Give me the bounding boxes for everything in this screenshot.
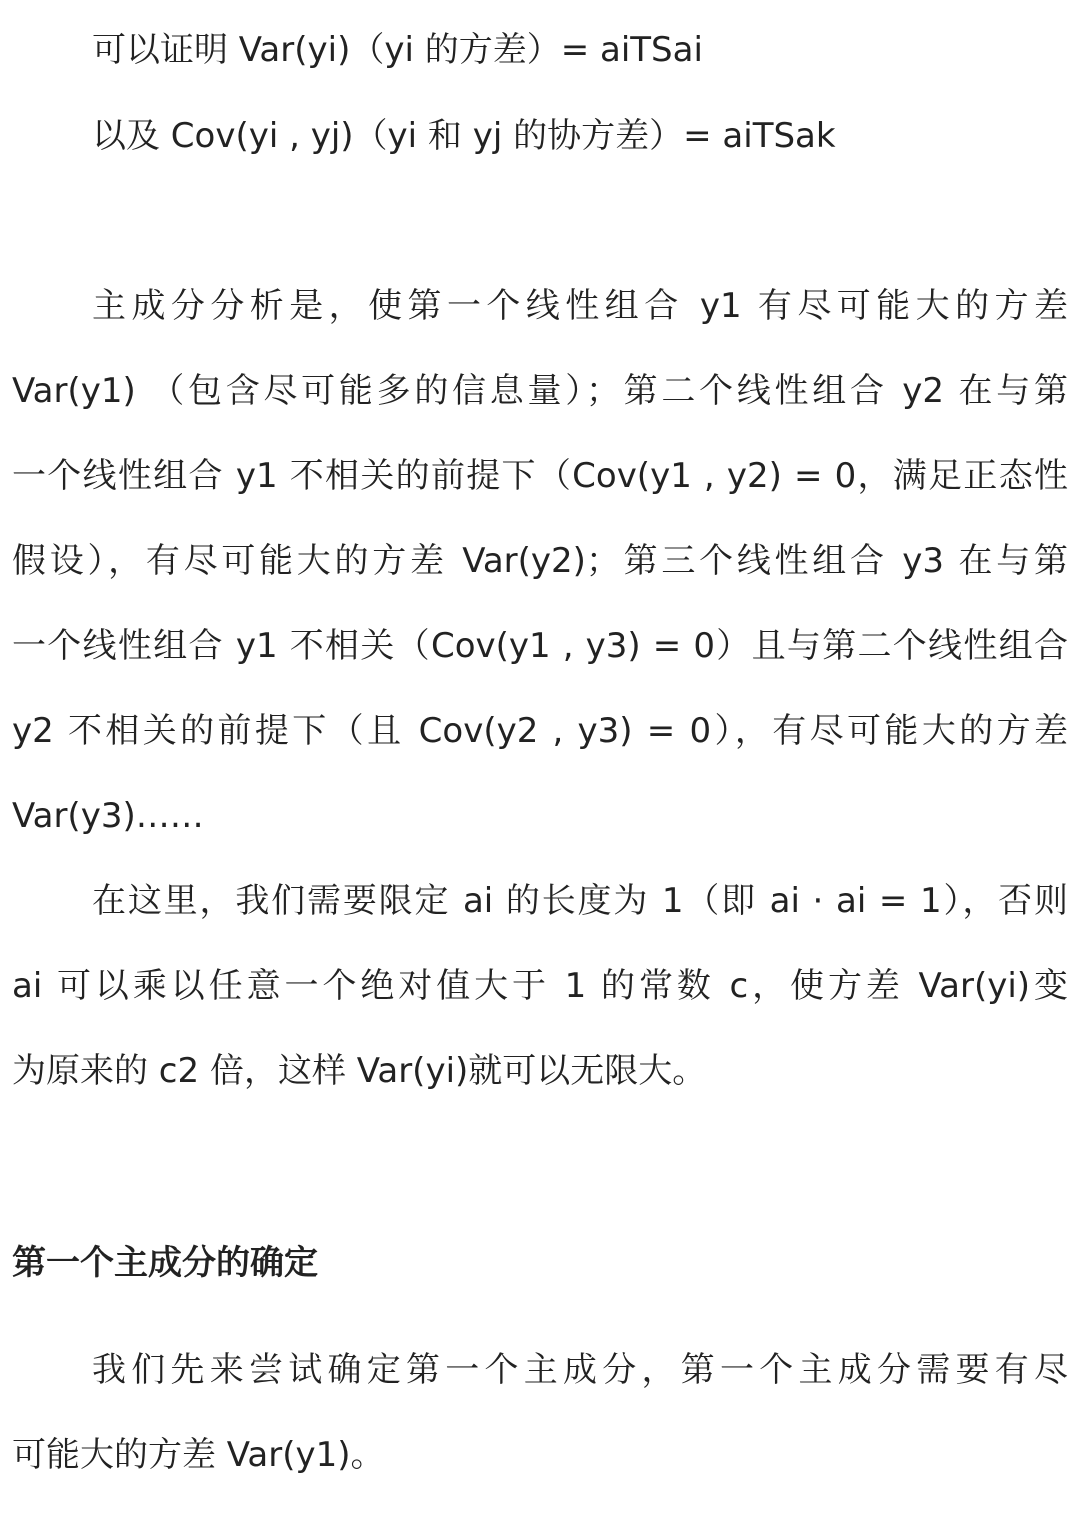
paragraph-line: 可能大的方差 Var(y1)。 xyxy=(12,1435,385,1475)
formula-line-variance: 可以证明 Var(yi)（yi 的方差）= aiTSai xyxy=(92,30,703,70)
paragraph-line: y2 不相关的前提下（且 Cov(y2 , y3) = 0），有尽可能大的方差 xyxy=(12,711,1068,751)
paragraph-line: 假设），有尽可能大的方差 Var(y2)；第三个线性组合 y3 在与第 xyxy=(12,541,1068,581)
paragraph-line: 我们先来尝试确定第一个主成分，第一个主成分需要有尽 xyxy=(92,1350,1068,1390)
section-heading: 第一个主成分的确定 xyxy=(12,1243,318,1283)
formula-line-covariance: 以及 Cov(yi , yj)（yi 和 yj 的协方差）= aiTSak xyxy=(92,116,836,156)
paragraph-line: ai 可以乘以任意一个绝对值大于 1 的常数 c，使方差 Var(yi)变 xyxy=(12,966,1068,1006)
paragraph-line: 一个线性组合 y1 不相关的前提下（Cov(y1 , y2) = 0，满足正态性 xyxy=(12,456,1068,496)
paragraph-line: Var(y1) （包含尽可能多的信息量）；第二个线性组合 y2 在与第 xyxy=(12,371,1068,411)
paragraph-line: Var(y3)…… xyxy=(12,796,204,836)
paragraph-line: 主成分分析是，使第一个线性组合 y1 有尽可能大的方差 xyxy=(92,286,1068,326)
paragraph-line: 在这里，我们需要限定 ai 的长度为 1（即 ai · ai = 1），否则 xyxy=(92,881,1068,921)
paragraph-line: 为原来的 c2 倍，这样 Var(yi)就可以无限大。 xyxy=(12,1051,707,1091)
paragraph-line: 一个线性组合 y1 不相关（Cov(y1 , y3) = 0）且与第二个线性组合 xyxy=(12,626,1068,666)
